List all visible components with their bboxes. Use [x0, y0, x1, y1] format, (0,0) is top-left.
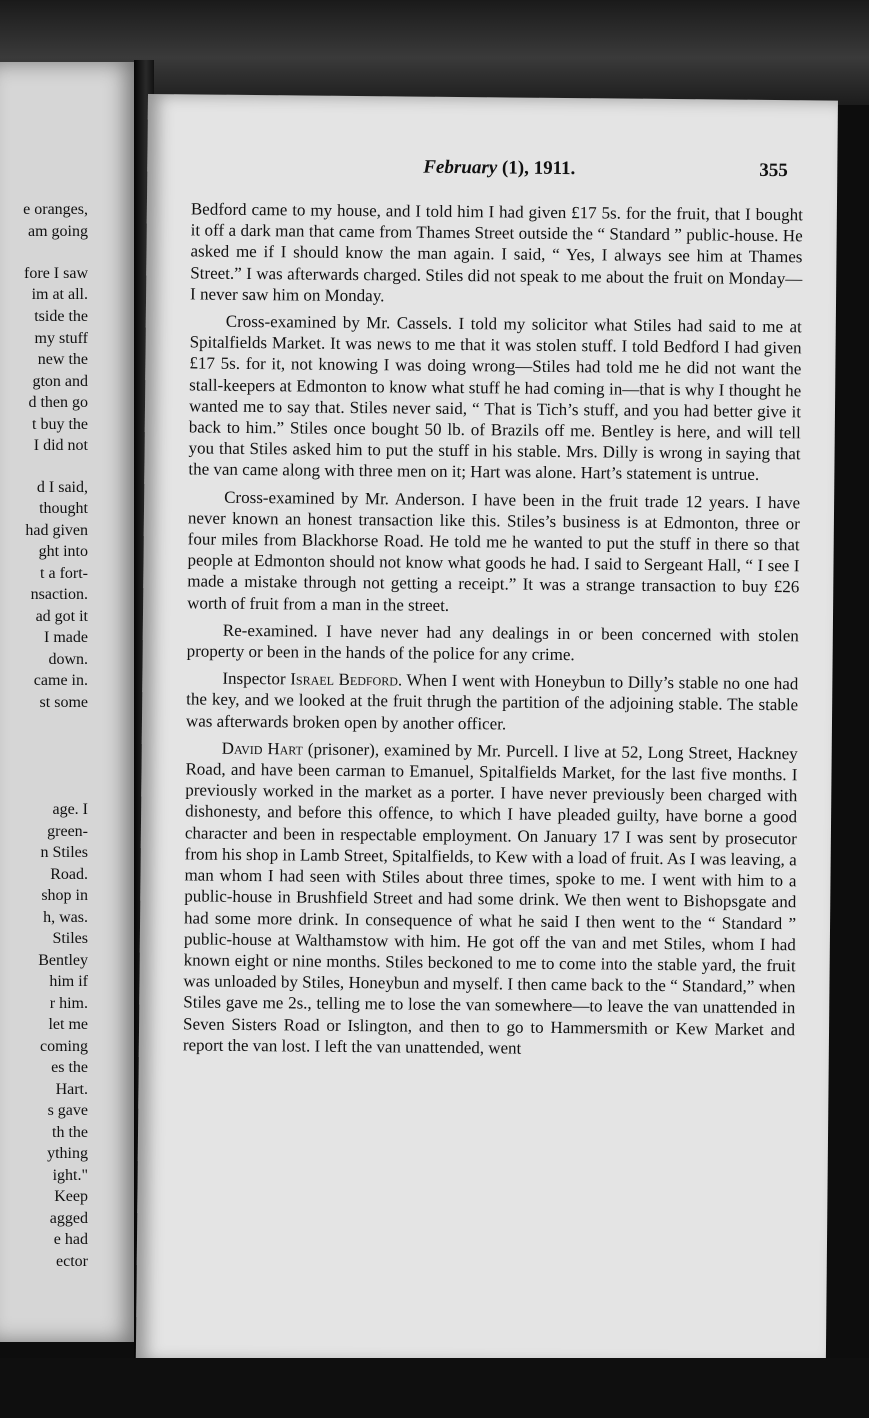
left-line: my stuff [34, 330, 88, 347]
left-line: ector [56, 1253, 88, 1270]
witness-title: Inspector [222, 669, 291, 689]
left-line: had given [25, 522, 88, 539]
left-line: ight." [52, 1167, 88, 1184]
left-line: t a fort- [40, 565, 88, 582]
left-line: r him. [49, 995, 88, 1012]
left-page-fragment [0, 62, 140, 1342]
page-number: 355 [759, 159, 788, 182]
body-text [183, 198, 803, 1067]
paragraph: Bedford came to my house, and I told him I had given £17 5s. for the fruit, that I bought it off a dark man that came from Thames Street outside the “ Standard ” public-house. He asked me if I should know the man again. I said, “ Yes, I always see him at Thames Street.” I was afterwards charged. Stiles did not speak to me about the fruit on Monday—I never saw him on Monday. [189, 199, 803, 306]
witness-name: Israel Bedford [290, 669, 399, 690]
left-line: Stiles [52, 930, 88, 947]
left-line: d I said, [36, 479, 88, 496]
left-line: thought [39, 500, 88, 517]
left-line: let me [48, 1016, 88, 1033]
left-line: n Stiles [40, 844, 88, 861]
left-line: I made [44, 629, 88, 646]
left-line: him if [49, 973, 88, 990]
left-line: new the [37, 351, 88, 368]
paragraph-rest: . When I went with Honeybun to Dilly’s stable no one had the key, and we looked at the fruit thrugh the partition of the adjoining stable. The stable was afterwards broken open by another officer. [185, 670, 799, 734]
page-header [147, 154, 837, 185]
paragraph: Cross-examined by Mr. Cassels. I told my solicitor what Stiles had said to me at Spitalfields Market. It was news to me that it was stolen stuff. I told Bedford I had given £17 5s. for it, not knowing I was doing wrong—Stiles had told me he did not want the stall-keepers at Edmonton to know what stuff he had coming in—that is why I thought he wanted me to say that. Stiles never said, “ That is Tich’s stuff, and you had better give it back to him.” Stiles once bought 50 lb. of Brazils off me. Bentley is here, and will tell you that Stiles asked him to put the stuff in his stable. Mrs. Dilly is wrong in saying that the van came along with three men on it; Hart was alone. Hart’s statement is untrue. [188, 311, 802, 485]
left-line: Keep [54, 1188, 88, 1205]
left-line: d then go [28, 394, 88, 411]
left-line: coming [40, 1038, 88, 1055]
running-head-month: February [423, 156, 498, 179]
left-line: shop in [41, 887, 88, 904]
left-line: st some [39, 694, 88, 711]
left-line: Bentley [38, 952, 88, 969]
left-line: agged [49, 1210, 88, 1227]
running-head [423, 157, 575, 180]
left-line: age. I [52, 801, 88, 818]
left-line: I did not [33, 437, 88, 454]
left-line: t buy the [32, 416, 88, 433]
left-line: down. [48, 651, 88, 668]
paragraph [186, 668, 799, 737]
left-line: es the [51, 1059, 88, 1076]
left-line: am going [28, 223, 88, 240]
left-line: e oranges, [23, 201, 88, 218]
left-line: gton and [32, 373, 88, 390]
left-line: fore I saw [24, 265, 88, 282]
scan-bottom-band [0, 1358, 869, 1418]
left-line: ad got it [35, 608, 88, 625]
left-line: th the [52, 1124, 88, 1141]
left-line: green- [47, 823, 88, 840]
running-head-date: (1), 1911. [497, 157, 576, 180]
left-line: im at all. [31, 286, 88, 303]
left-line: h, was. [43, 909, 88, 926]
left-line: ything [47, 1145, 88, 1162]
left-line: Road. [50, 866, 88, 883]
left-line: e had [53, 1231, 88, 1248]
left-line: Hart. [55, 1081, 88, 1098]
left-line: s gave [47, 1102, 88, 1119]
right-page [136, 94, 838, 1369]
witness-name: David Hart [221, 738, 304, 759]
paragraph: Cross-examined by Mr. Anderson. I have been in the fruit trade 12 years. I have never known an honest transaction like this. Stiles’s business is at Edmonton, three or four miles from Blackhorse Road. He told me he wanted to put the stuff in there so that people at Edmonton should not know what goods he had. I said to Sergeant Hall, “ I see I made a mistake through not getting a receipt.” It was a strange transaction to buy £26 worth of fruit from a man in the street. [187, 487, 801, 615]
paragraph: Re-examined. I have never had any dealings in or been concerned with stolen property or been in the hands of the police for any crime. [186, 620, 799, 665]
paragraph [183, 737, 798, 1061]
left-line: came in. [33, 672, 88, 689]
paragraph-rest: (prisoner), examined by Mr. Purcell. I live at 52, Long Street, Hackney Road, and have been carman to Emanuel, Spitalfields Market, for the last five months. I previously worked in the market as a porter. I have never previously been charged with dishonesty, and before this offence, to which I have pleaded guilty, have borne a good character and been in respectable employment. On January 17 I was sent by prosecutor from his shop in Lamb Street, Spitalfields, to Kew with a load of fruit. As I was leaving, a man whom I had seen with Stiles about three times, spoke to me. I went with him to a public-house in Brushfield Street and had some drink. We then went to Bishopsgate and had some more drink. In consequence of what he said I then went to the “ Standard ” public-house at Walthamstow with him. He got off the van and met Stiles, whom I had known eight or nine months. Stiles beckoned to me to come into the stable yard, the fruit was unloaded by Stiles, Honeybun and myself. I then came back to the “ Standard,” when Stiles gave me 2s., telling me to lose the van somewhere—to leave the van unattended in Seven Sisters Road or Islington, and then to go to Hammersmith or Kew Market and report the van lost. I left the van unattended, went [182, 739, 798, 1058]
left-line: tside the [34, 308, 88, 325]
left-line: nsaction. [30, 586, 88, 603]
left-line: ght into [38, 543, 88, 560]
